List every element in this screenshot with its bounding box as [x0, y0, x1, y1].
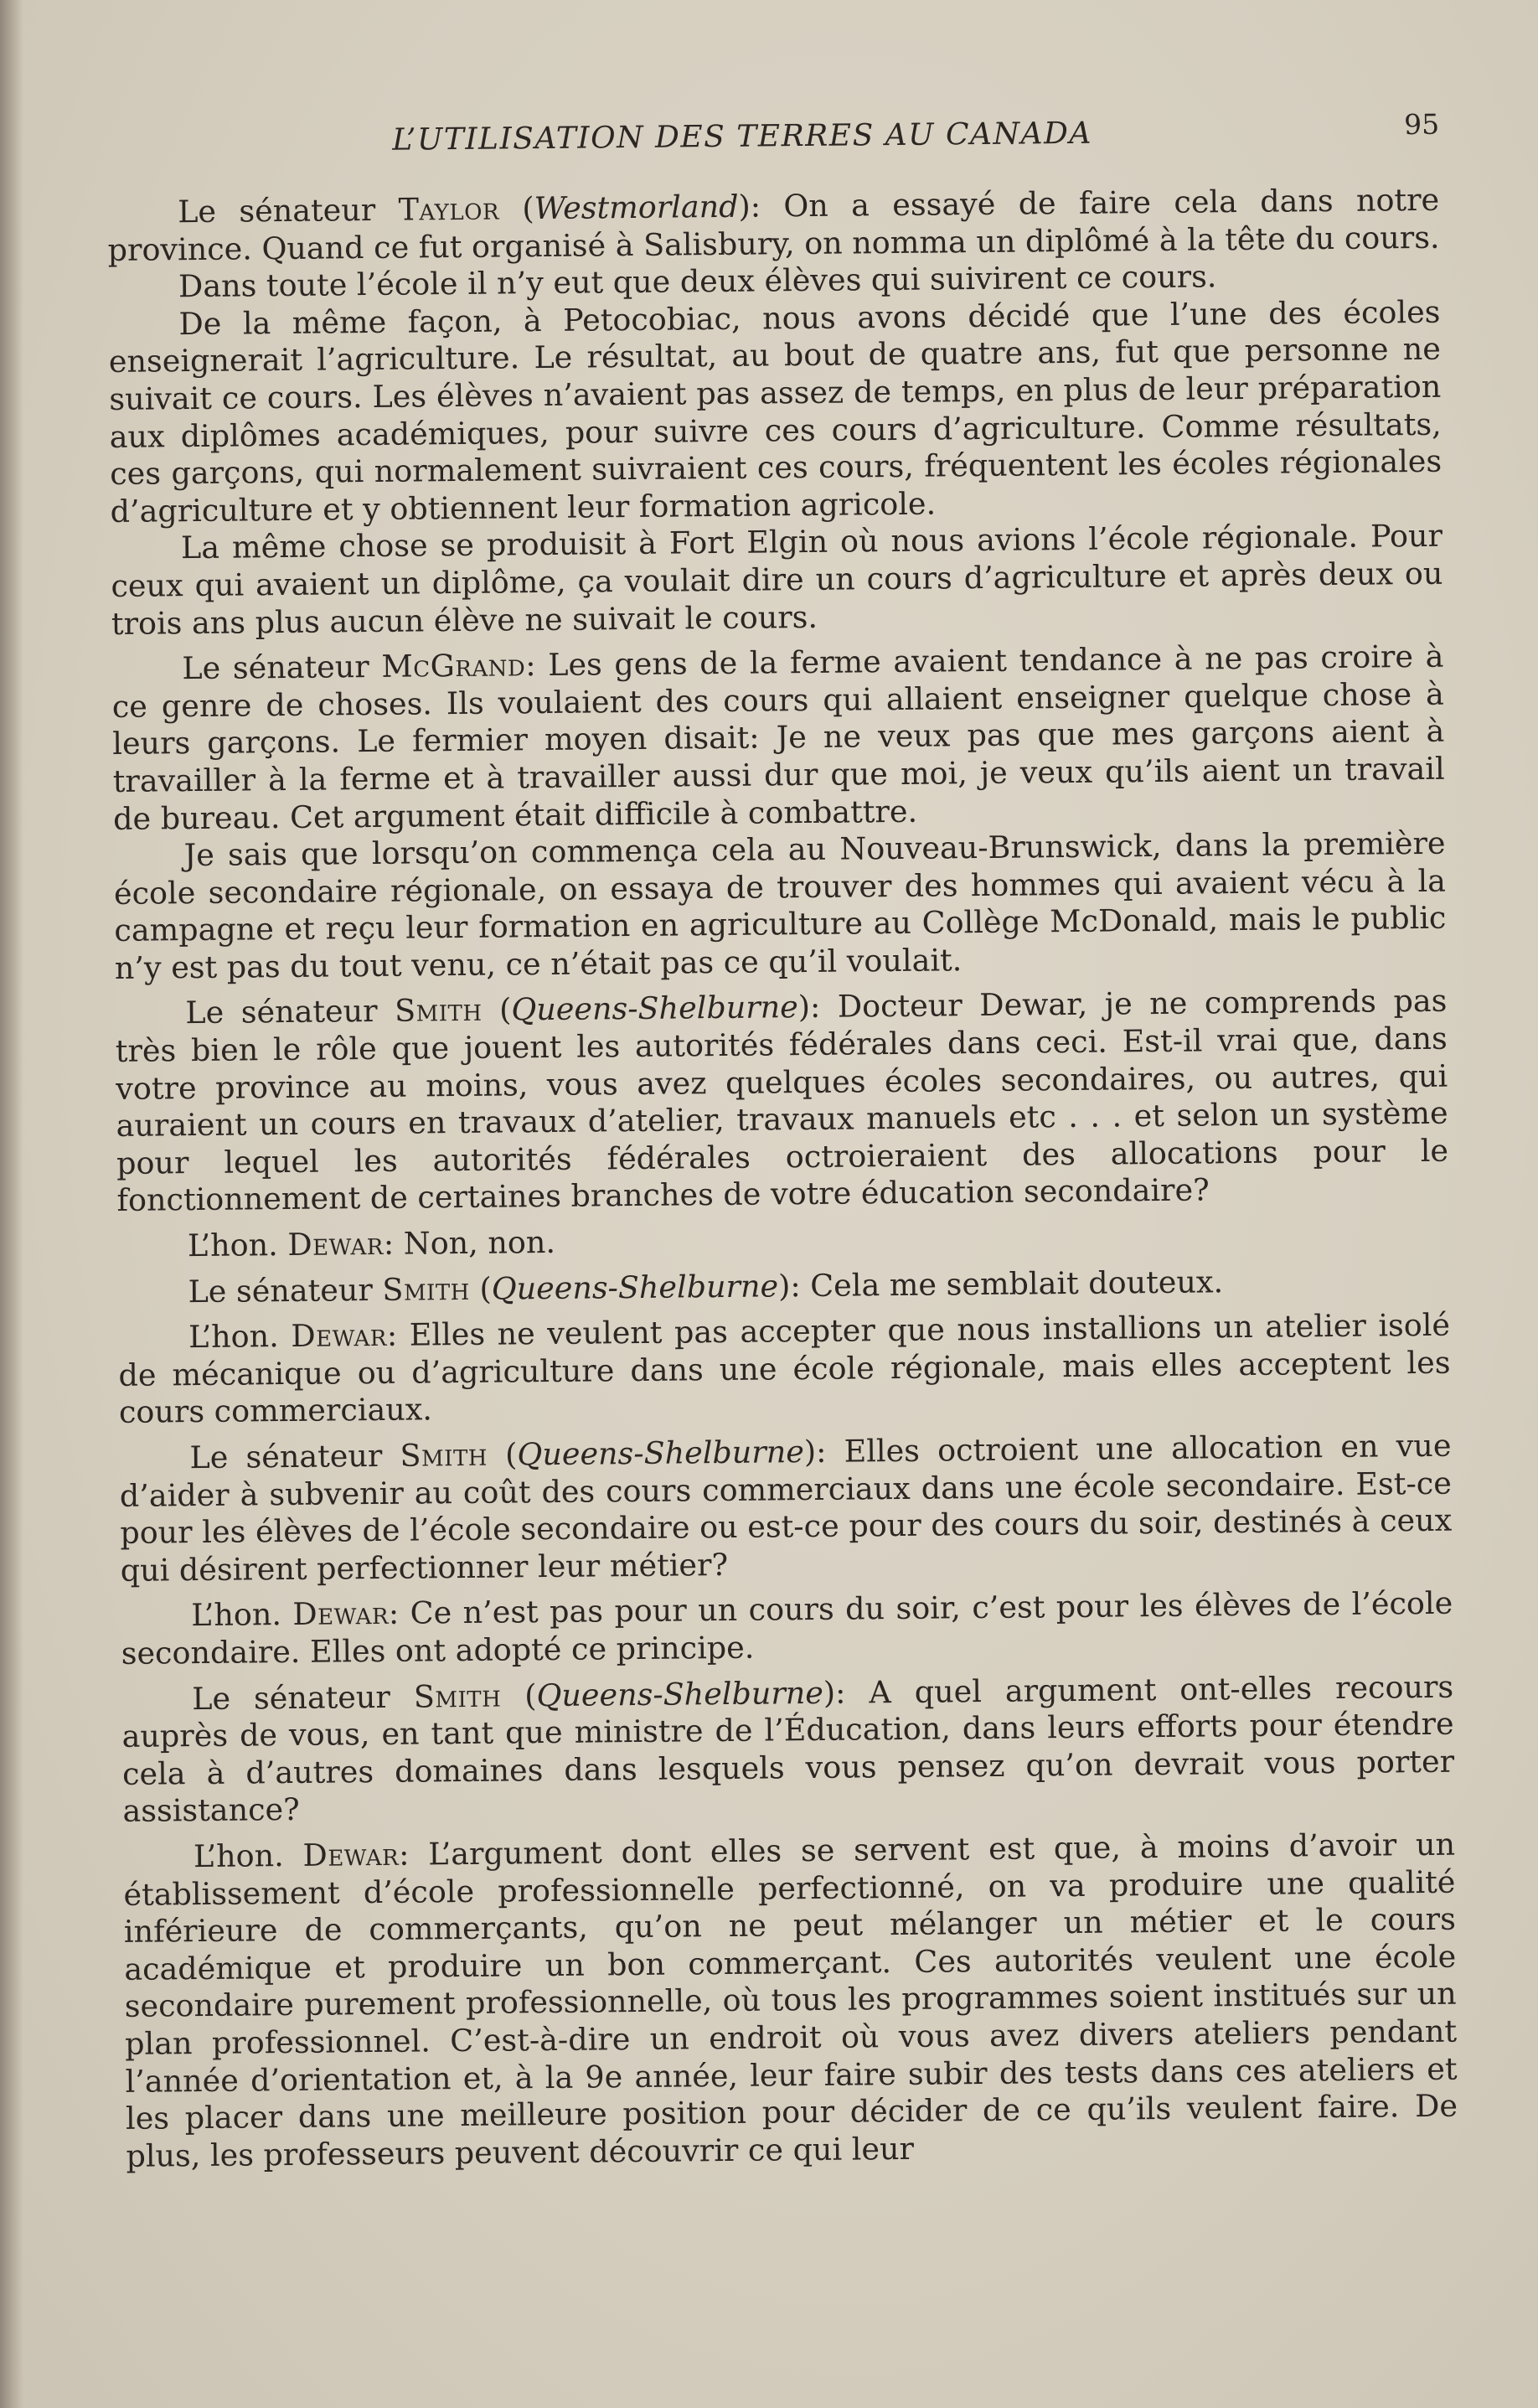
speaker-title: Le sénateur [182, 649, 369, 687]
paragraph-text: Elles octroient une allocation en vue d’aider à subvenir au coût des cours commerciaux dans une école secondaire. Est-ce pour les élèves de l’école secondaire ou est-ce pour des cours du soir, destinés à ceux qui désirent perfectionner leur métier? [119, 1427, 1453, 1589]
paragraph-text: On a essayé de faire cela dans notre province. Quand ce fut organisé à Salisbury, on nomma un diplômé à la tête du cours. [107, 181, 1440, 268]
speaker-name: McGrand [381, 647, 526, 685]
speaker-title: Le sénateur [177, 191, 376, 230]
speaker-name: Smith [382, 1270, 471, 1308]
speaker-riding: Westmorland [534, 188, 739, 227]
speaker-name: Dewar [287, 1225, 384, 1263]
paragraph: Le sénateur Taylor (Westmorland): On a essayé de faire cela dans notre province. Quand ce fut organisé à Salisbury, on nomma un diplômé à la tête du cours. [107, 181, 1440, 268]
paragraph: Le sénateur Smith (Queens-Shelburne): A quel argument ont-elles recours auprès de vous, en tant que ministre de l’Éducation, dans leurs efforts pour étendre cela à d’autres domaines dans lesquels vous pensez qu’on devrait vous porter assistance? [121, 1668, 1455, 1830]
speaker-riding: Queens-Shelburne [491, 1267, 779, 1307]
paragraph-text: Cela me semblait douteux. [810, 1263, 1224, 1304]
speaker-riding: Queens-Shelburne [536, 1674, 824, 1713]
paragraph-text: Je sais que lorsqu’on commença cela au Nouveau-Brunswick, dans la première école secondaire régionale, on essaya de trouver des hommes qui avaient vécu à la campagne et reçu leur formation en agriculture au Collège McDonald, mais le public n’y est pas du tout venu, ce n’était pas ce qu’il voulait. [113, 824, 1447, 986]
speaker-title: Le sénateur [188, 1271, 374, 1310]
running-title: L’UTILISATION DES TERRES AU CANADA [392, 116, 1093, 158]
paragraph-text: Docteur Dewar, je ne comprends pas très bien le rôle que jouent les autorités fédérales dans ceci. Est-il vrai que, dans votre province au moins, vous avez quelques écoles secondaires, ou autres, qui auraient un cours en travaux d’atelier, travaux manuels etc . . . et selon un système pour lequel les autorités fédérales octroieraient des allocations pour le fonctionnement de certaines branches de votre éducation secondaire? [115, 983, 1449, 1219]
paragraph: Le sénateur Smith (Queens-Shelburne): Cela me semblait douteux. [188, 1263, 1224, 1310]
paragraph-text: La même chose se produisit à Fort Elgin où nous avions l’école régionale. Pour ceux qui avaient un diplôme, ça voulait dire un cours d’agriculture et après deux ou trois ans plus aucun élève ne suivait le cours. [111, 518, 1443, 642]
speaker-title: Le sénateur [192, 1678, 391, 1717]
speaker-riding: Queens-Shelburne [517, 1434, 805, 1473]
speaker-title: L’hon. [188, 1318, 279, 1356]
paragraph-text: Non, non. [403, 1223, 556, 1262]
paragraph-text: L’argument dont elles se servent est que, à moins d’avoir un établissement d’école professionnelle perfectionné, on va produire une qualité inférieure de commerçants, qu’on ne peut mélanger un métier et le cours académique et produire un bon commerçant. Ces autorités veulent une école secondaire purement professionnelle, où tous les programmes soient institués sur un plan professionnel. C’est-à-dire un endroit où vous avez divers ateliers pendant l’année d’orientation et, à la 9e année, leur faire subir des tests dans ces ateliers et les placer dans une meilleure position pour décider de ce qu’ils veulent faire. De plus, les professeurs peuvent découvrir ce qui leur [123, 1826, 1458, 2174]
paragraph-text: Ce n’est pas pour un cours du soir, c’est pour les élèves de l’école secondaire. Elles ont adopté ce principe. [121, 1585, 1453, 1672]
speaker-name: Smith [400, 1436, 488, 1474]
paragraph: Le sénateur McGrand: Les gens de la ferme avaient tendance à ne pas croire à ce genre de choses. Ils voulaient des cours qui allaient enseigner quelque chose à leurs garçons. Le fermier moyen disait: Je ne veux pas que mes garçons aient à travailler à la ferme et à travailler aussi dur que moi, je veux qu’ils aient un travail de bureau. Cet argument était difficile à combattre. [111, 638, 1445, 837]
paragraph-text: Elles ne veulent pas accepter que nous installions un atelier isolé de mécanique ou d’agriculture dans une école régionale, mais elles acceptent les cours commerciaux. [118, 1306, 1451, 1431]
paragraph: Le sénateur Smith (Queens-Shelburne): Elles octroient une allocation en vue d’aider à subvenir au coût des cours commerciaux dans une école secondaire. Est-ce pour les élèves de l’école secondaire ou est-ce pour des cours du soir, destinés à ceux qui désirent perfectionner leur métier? [119, 1427, 1453, 1589]
speaker-title: Le sénateur [185, 993, 378, 1031]
speaker-name: Dewar [292, 1595, 390, 1633]
book-spine-shadow [0, 0, 23, 2408]
paragraph: Le sénateur Smith (Queens-Shelburne): Docteur Dewar, je ne comprends pas très bien le rôle que jouent les autorités fédérales dans ceci. Est-il vrai que, dans votre province au moins, vous avez quelques écoles secondaires, ou autres, qui auraient un cours en travaux d’atelier, travaux manuels etc . . . et selon un système pour lequel les autorités fédérales octroieraient des allocations pour le fonctionnement de certaines branches de votre éducation secondaire? [115, 983, 1449, 1219]
paragraph-text: De la même façon, à Petocobiac, nous avons décidé que l’une des écoles enseignerait l’agriculture. Le résultat, au bout de quatre ans, fut que personne ne suivait ce cours. Les élèves n’avaient pas assez de temps, en plus de leur préparation aux diplômes académiques, pour suivre ces cours d’agriculture. Comme résultats, ces garçons, qui normalement suivraient ces cours, fréquentent les écoles régionales d’agriculture et y obtiennent leur formation agricole. [108, 293, 1443, 530]
paragraph: L’hon. Dewar: L’argument dont elles se servent est que, à moins d’avoir un établissement d’école professionnelle perfectionné, on va produire une qualité inférieure de commerçants, qu’on ne peut mélanger un métier et le cours académique et produire un bon commerçant. Ces autorités veulent une école secondaire purement professionnelle, où tous les programmes soient institués sur un plan professionnel. C’est-à-dire un endroit où vous avez divers ateliers pendant l’année d’orientation et, à la 9e année, leur faire subir des tests dans ces ateliers et les placer dans une meilleure position pour décider de ce qu’ils veulent faire. De plus, les professeurs peuvent découvrir ce qui leur [123, 1826, 1458, 2174]
speaker-title: L’hon. [187, 1227, 278, 1264]
paragraph [111, 518, 1443, 643]
page-number: 95 [1403, 107, 1440, 142]
speaker-name: Dewar [302, 1836, 400, 1873]
paragraph [108, 294, 1442, 531]
paragraph [113, 825, 1447, 988]
paragraph: L’hon. Dewar: Ce n’est pas pour un cours du soir, c’est pour les élèves de l’école secondaire. Elles ont adopté ce principe. [121, 1585, 1453, 1672]
paragraph: L’hon. Dewar: Elles ne veulent pas accepter que nous installions un atelier isolé de mécanique ou d’agriculture dans une école régionale, mais elles acceptent les cours commerciaux. [118, 1306, 1451, 1431]
speaker-title: Le sénateur [189, 1437, 383, 1476]
speaker-name: Smith [413, 1677, 502, 1715]
speaker-riding: Queens-Shelburne [511, 989, 798, 1028]
speaker-title: L’hon. [191, 1596, 282, 1634]
paragraph-text: Les gens de la ferme avaient tendance à ne pas croire à ce genre de choses. Ils voulaient des cours qui allaient enseigner quelque chose à leurs garçons. Le fermier moyen disait: Je ne veux pas que mes garçons aient à travailler à la ferme et à travailler aussi dur que moi, je veux qu’ils aient un travail de bureau. Cet argument était difficile à combattre. [111, 638, 1445, 837]
paragraph-text: A quel argument ont-elles recours auprès de vous, en tant que ministre de l’Éducation, dans leurs efforts pour étendre cela à d’autres domaines dans lesquels vous pensez qu’on devrait vous porter assistance? [121, 1668, 1455, 1830]
speaker-name: Taylor [398, 190, 500, 228]
speaker-name: Smith [394, 992, 483, 1030]
paragraph-text: Dans toute l’école il n’y eut que deux élèves qui suivirent ce cours. [178, 258, 1217, 305]
body-text [107, 182, 1458, 2175]
paragraph: L’hon. Dewar: Non, non. [187, 1223, 556, 1264]
speaker-title: L’hon. [193, 1837, 284, 1875]
speaker-name: Dewar [291, 1317, 388, 1355]
